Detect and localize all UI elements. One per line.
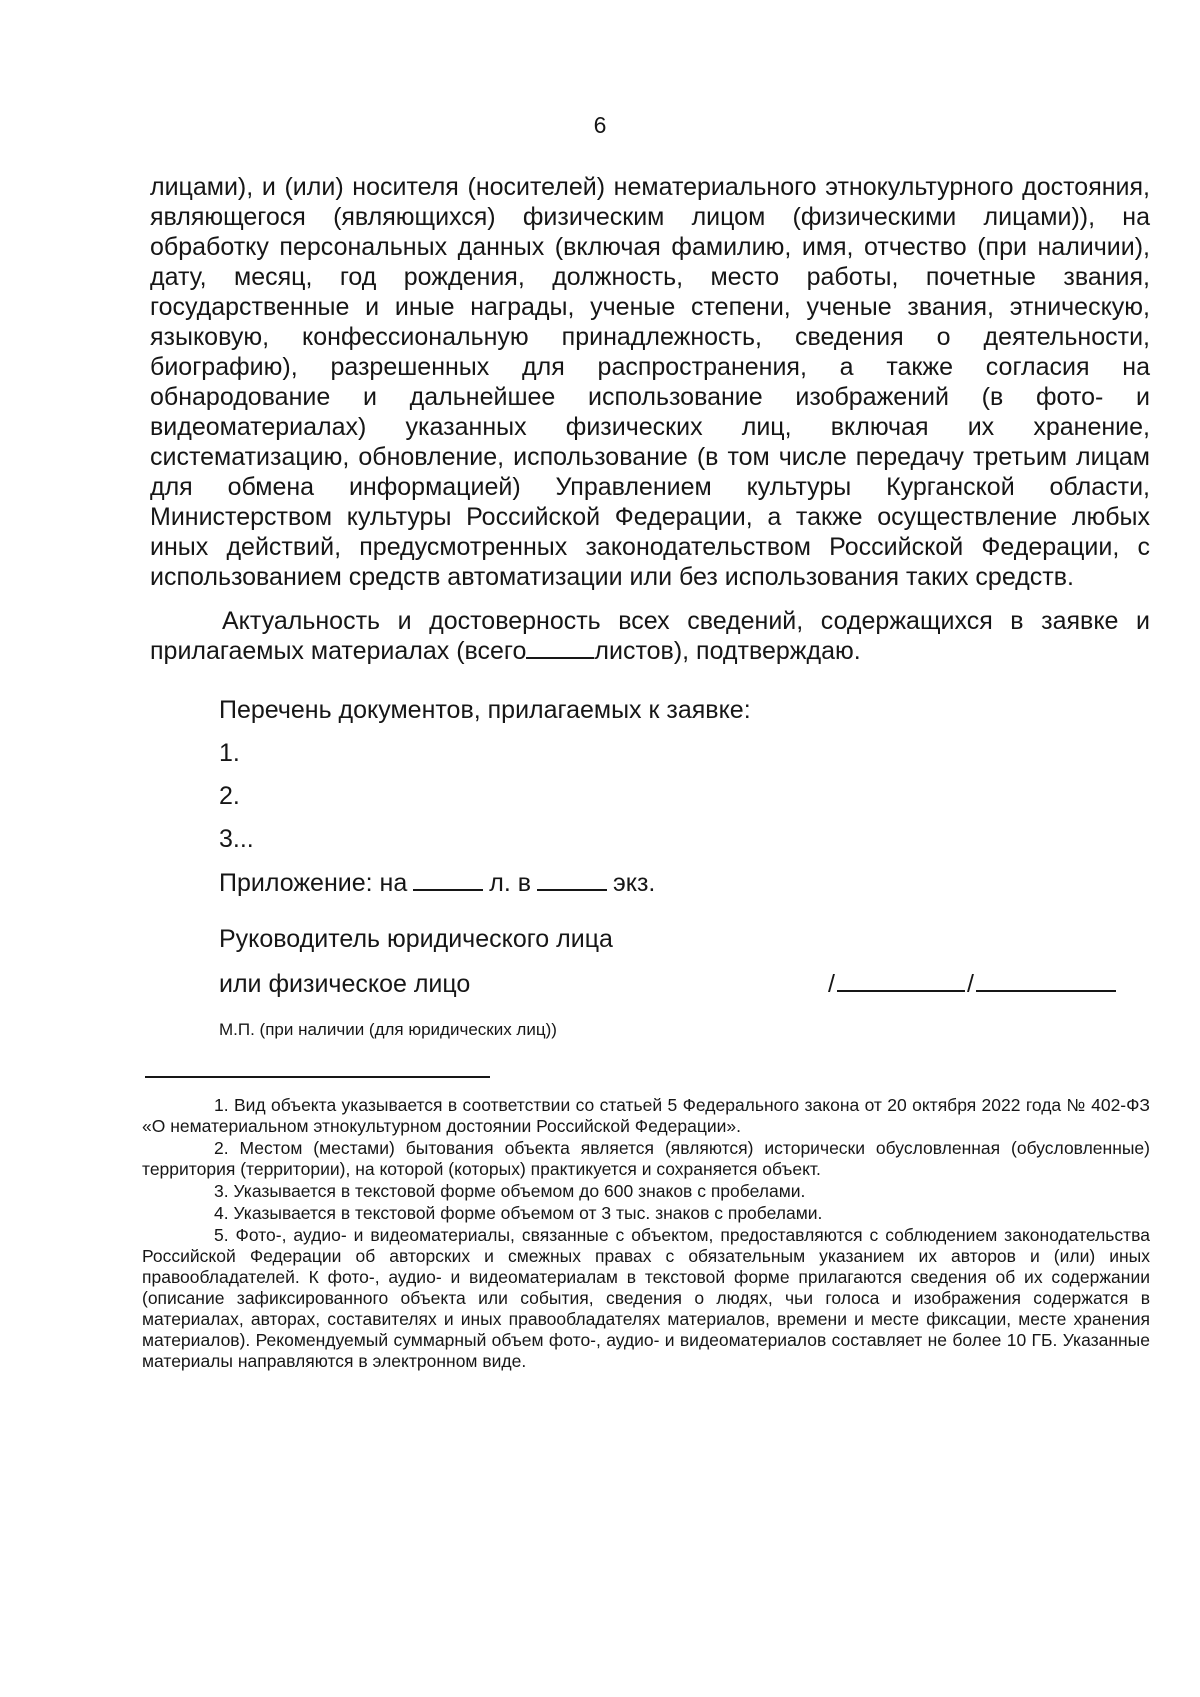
- appendix-line: [219, 868, 655, 898]
- confirmation-paragraph: [150, 606, 1150, 666]
- documents-list-title: Перечень документов, прилагаемых к заявке:: [219, 696, 751, 724]
- signatory-title-line2: или физическое лицо: [219, 970, 471, 998]
- documents-list-item: 2.: [219, 782, 240, 810]
- name-blank: [976, 970, 1116, 992]
- footnotes: [142, 1095, 1150, 1373]
- footnote: 5. Фото-, аудио- и видеоматериалы, связанные с объектом, предоставляются с соблюдением законодательства Российской Федерации об авторских и смежных правах с обязательным указанием их авторов и (или) иных правообладателей. К фото-, аудио- и видеоматериалам в текстовой форме прилагаются сведения об их содержании (описание зафиксированного объекта или события, сведения о людях, чьи голоса и изображения содержатся в материалах, авторах, составителях и иных правообладателях материалов, времени и месте фиксации, месте хранения материалов). Рекомендуемый суммарный объем фото-, аудио- и видеоматериалов составляет не более 10 ГБ. Указанные материалы направляются в электронном виде.: [142, 1225, 1150, 1371]
- signature-field: [828, 969, 1118, 999]
- signatory-title-line1: Руководитель юридического лица: [219, 925, 613, 953]
- seal-note: М.П. (при наличии (для юридических лиц)): [219, 1020, 557, 1039]
- signature-slash: /: [828, 970, 835, 998]
- footnote-separator: [145, 1076, 490, 1078]
- footnote: 2. Местом (местами) бытования объекта является (являются) исторически обусловленная (обусловленные) территория (территории), на которой (которых) практикуется и сохраняется объект.: [142, 1138, 1150, 1179]
- appendix-prefix: Приложение: на: [219, 869, 408, 897]
- signature-slash: /: [966, 970, 974, 998]
- footnote: 1. Вид объекта указывается в соответствии со статьей 5 Федерального закона от 20 октября 2022 года № 402-ФЗ «О нематериальном этнокультурном достоянии Российской Федерации».: [142, 1095, 1150, 1136]
- appendix-copies-blank: [537, 869, 607, 891]
- confirmation-text-start: Актуальность и достоверность всех сведений, содержащихся в заявке и прилагаемых материалах (всего: [150, 607, 1150, 665]
- documents-list-item: 3...: [219, 825, 254, 853]
- signature-blank: [837, 970, 965, 992]
- page-number: 6: [593, 112, 607, 138]
- footnote: 3. Указывается в текстовой форме объемом до 600 знаков с пробелами.: [214, 1181, 806, 1201]
- appendix-suffix: экз.: [613, 869, 656, 897]
- documents-list-item: 1.: [219, 739, 240, 767]
- consent-paragraph: лицами), и (или) носителя (носителей) нематериального этнокультурного достояния, являющегося (являющихся) физическим лицом (физическими лицами)), на обработку персональных данных (включая фамилию, имя, отчество (при наличии), дату, месяц, год рождения, должность, место работы, почетные звания, государственные и иные награды, ученые степени, ученые звания, этническую, языковую, конфессиональную принадлежность, сведения о деятельности, биографию), разрешенных для распространения, а также согласия на обнародование и дальнейшее использование изображений (в фото- и видеоматериалах) указанных физических лиц, включая их хранение, систематизацию, обновление, использование (в том числе передачу третьим лицам для обмена информацией) Управлением культуры Курганской области, Министерством культуры Российской Федерации, а также осуществление любых иных действий, предусмотренных законодательством Российской Федерации, с использованием средств автоматизации или без использования таких средств.: [150, 173, 1150, 591]
- appendix-middle: л. в: [489, 869, 531, 897]
- confirmation-text-end: листов), подтверждаю.: [594, 637, 861, 665]
- appendix-pages-blank: [413, 869, 483, 891]
- footnote: 4. Указывается в текстовой форме объемом от 3 тыс. знаков с пробелами.: [214, 1203, 823, 1223]
- sheets-count-blank: [526, 637, 594, 659]
